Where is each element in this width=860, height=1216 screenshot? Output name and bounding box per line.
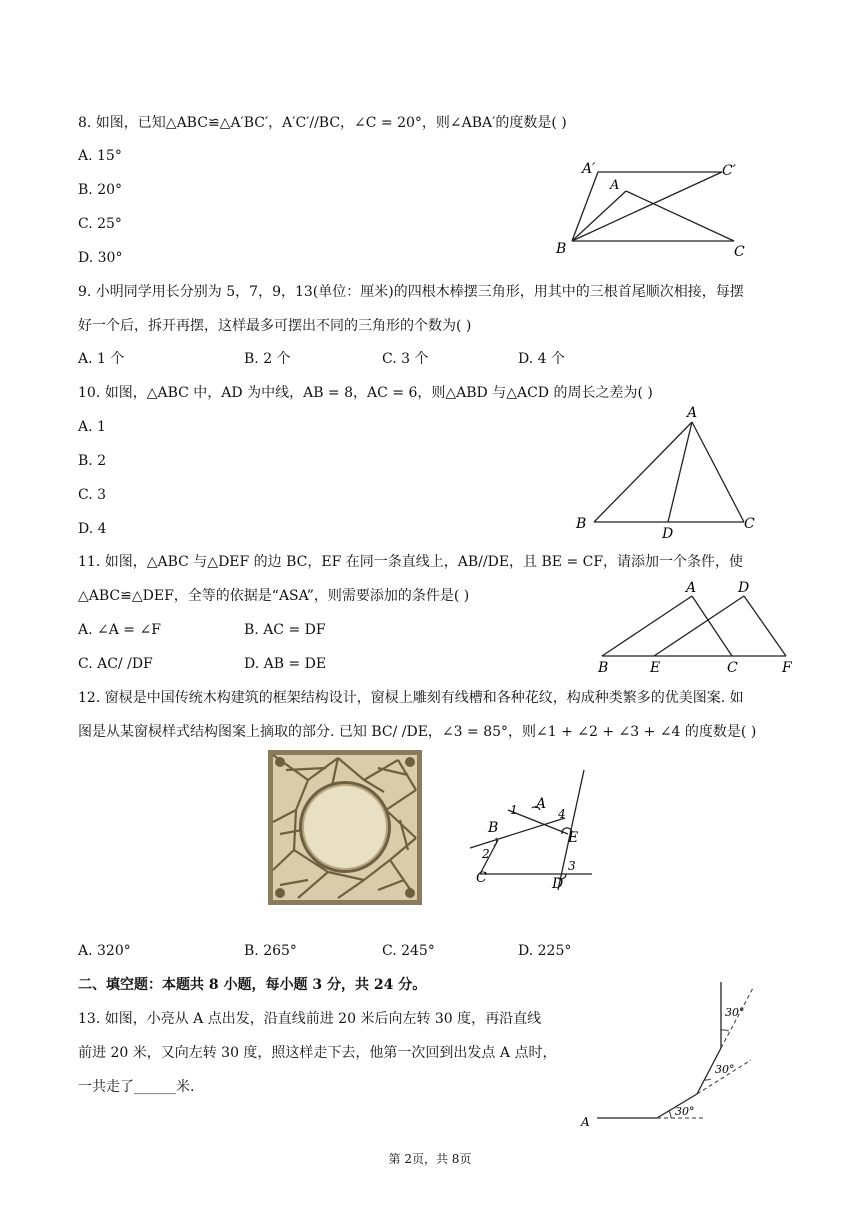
q8-label-c: C — [734, 244, 745, 260]
q9-stem-line2: 好一个后，拆开再摆，这样最多可摆出不同的三角形的个数为( ) — [78, 318, 472, 334]
q9-option-c: C. 3 个 — [382, 351, 429, 367]
q12-label-e: E — [568, 830, 579, 846]
q12-label-2: 2 — [482, 847, 490, 861]
q9-stem-line1: 9. 小明同学用长分别为 5，7，9，13(单位：厘米)的四根木棒摆三角形，用其中的三根首尾顺次相接，每摆 — [78, 284, 744, 300]
q8-option-c: C. 25° — [78, 216, 122, 232]
q8-option-b: B. 20° — [78, 182, 123, 198]
q13-line3: 一共走了______米. — [78, 1079, 195, 1095]
q11-label-d: D — [738, 580, 750, 596]
page-footer: 第 2页，共 8页 — [388, 1152, 472, 1166]
q12-option-d: D. 225° — [518, 943, 572, 959]
q8-label-b: B — [556, 241, 567, 257]
q13-angle-label-2: 30° — [715, 1063, 735, 1076]
q9-option-b: B. 2 个 — [244, 351, 291, 367]
q12-label-b: B — [488, 820, 499, 836]
q11-option-b: B. AC = DF — [244, 622, 326, 638]
q8-label-a: A — [610, 178, 620, 193]
q12-option-c: C. 245° — [382, 943, 435, 959]
q8-option-d: D. 30° — [78, 250, 123, 266]
q11-figure — [590, 578, 800, 676]
q12-label-4: 4 — [558, 807, 566, 821]
q11-option-c: C. AC/ /DF — [78, 656, 153, 672]
q13-angle-label-1: 30° — [675, 1105, 695, 1118]
q13-figure — [575, 980, 770, 1130]
q11-label-b: B — [598, 660, 609, 676]
q10-option-b: B. 2 — [78, 453, 107, 469]
q8-figure — [550, 155, 760, 265]
q11-label-a: A — [686, 580, 697, 596]
q10-option-a: A. 1 — [78, 419, 106, 435]
q10-option-c: C. 3 — [78, 487, 107, 503]
q10-label-d: D — [662, 526, 674, 542]
q13-line2: 前进 20 米，又向左转 30 度，照这样走下去，他第一次回到出发点 A 点时， — [78, 1045, 557, 1061]
q10-option-d: D. 4 — [78, 521, 107, 537]
window-lattice-image — [268, 750, 422, 905]
q8-label-a-prime: A′ — [582, 161, 596, 177]
q12-label-a: A — [536, 796, 547, 812]
q11-option-d: D. AB = DE — [244, 656, 327, 672]
q11-label-c: C — [727, 660, 738, 676]
q10-label-b: B — [576, 516, 587, 532]
q12-stem-line1: 12. 窗棂是中国传统木构建筑的框架结构设计，窗棂上雕刻有线槽和各种花纹，构成种类繁多的优美图案. 如 — [78, 690, 744, 706]
q12-option-a: A. 320° — [78, 943, 131, 959]
q11-label-e: E — [650, 660, 661, 676]
q12-option-b: B. 265° — [244, 943, 297, 959]
q10-label-a: A — [687, 405, 698, 421]
q13-line1: 13. 如图，小亮从 A 点出发，沿直线前进 20 米后向左转 30 度，再沿直线 — [78, 1011, 542, 1027]
q9-option-d: D. 4 个 — [518, 351, 565, 367]
section-heading: 二、填空题：本题共 8 小题，每小题 3 分，共 24 分。 — [78, 977, 427, 993]
q12-label-1: 1 — [510, 803, 518, 817]
q12-label-3: 3 — [568, 859, 576, 873]
q11-stem-line1: 11. 如图，△ABC 与△DEF 的边 BC，EF 在同一条直线上，AB//DE，且 BE = CF，请添加一个条件，使 — [78, 554, 744, 570]
q13-angle-label-3: 30° — [725, 1006, 745, 1019]
q12-label-d: D — [552, 876, 564, 892]
q12-label-c: C — [476, 870, 487, 886]
q13-label-a: A — [581, 1115, 590, 1129]
q11-label-f: F — [782, 660, 792, 676]
q8-label-c-prime: C′ — [722, 163, 736, 179]
q12-stem-line2: 图是从某窗棂样式结构图案上摘取的部分. 已知 BC/ /DE，∠3 = 85°，则∠1 + ∠2 + ∠3 + ∠4 的度数是( ) — [78, 724, 757, 740]
q10-stem: 10. 如图，△ABC 中，AD 为中线，AB = 8，AC = 6，则△ABD 与△ACD 的周长之差为( ) — [78, 385, 653, 401]
q12-figure — [460, 766, 600, 892]
q11-stem-line2: △ABC≌△DEF，全等的依据是“ASA”，则需要添加的条件是( ) — [78, 588, 470, 604]
q10-figure — [570, 402, 770, 542]
q9-option-a: A. 1 个 — [78, 351, 125, 367]
q8-option-a: A. 15° — [78, 148, 122, 164]
q10-label-c: C — [744, 516, 755, 532]
q11-option-a: A. ∠A = ∠F — [78, 622, 161, 638]
q8-stem: 8. 如图，已知△ABC≌△A′BC′，A′C′//BC，∠C = 20°，则∠ABA′的度数是( ) — [78, 115, 567, 131]
